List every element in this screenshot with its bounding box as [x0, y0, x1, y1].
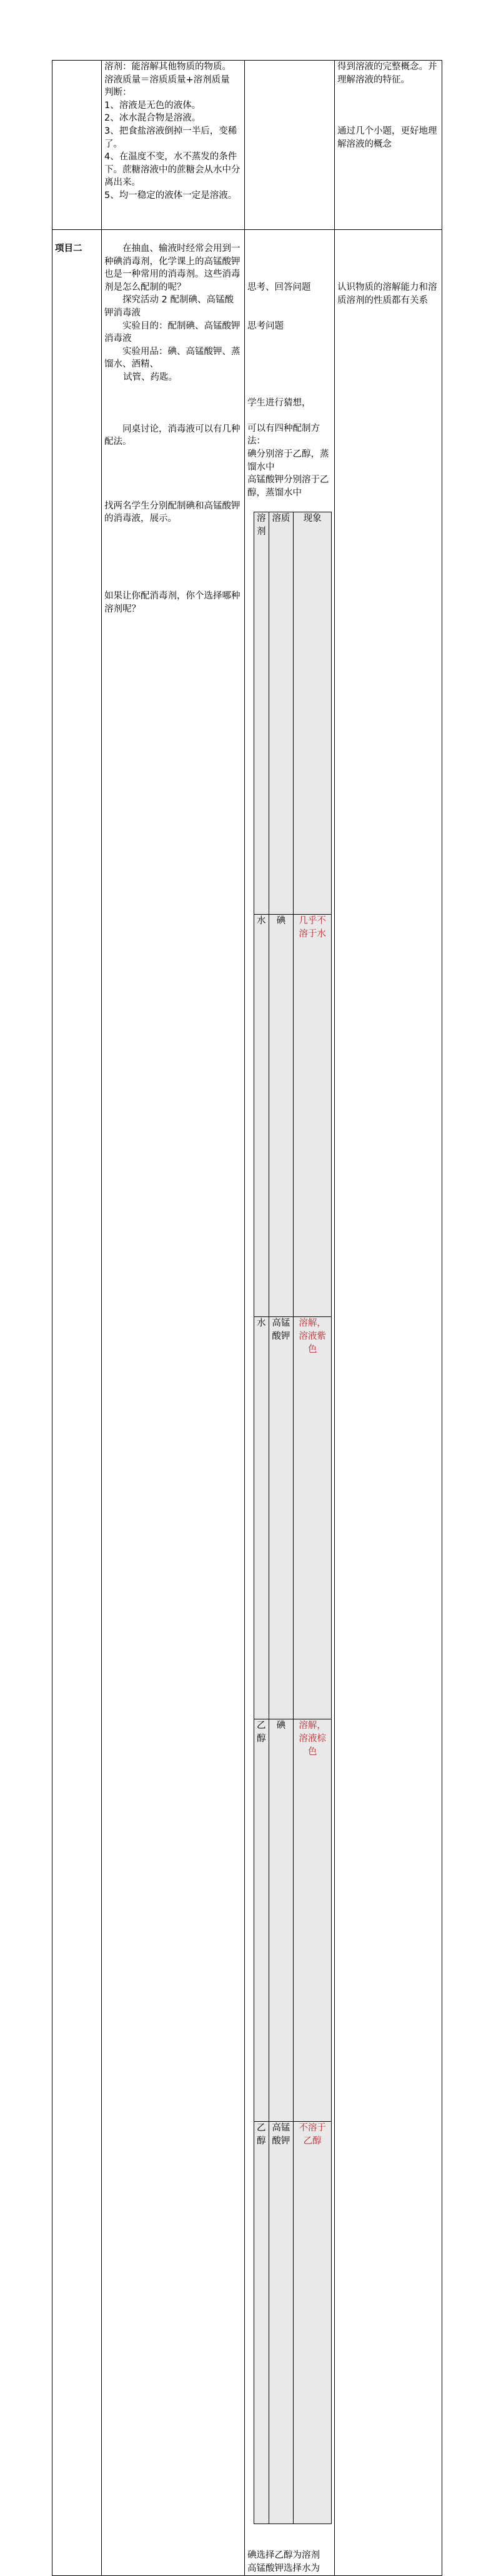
row2-purpose-cell — [335, 230, 442, 2576]
spacer — [104, 384, 242, 423]
text-line: 碘分别溶于乙醇，蒸馏水中 — [247, 449, 329, 472]
text-line: 可以有四种配制方法： — [247, 423, 320, 447]
text-line: 高锰酸钾分别溶于乙醇，蒸馏水中 — [247, 475, 329, 498]
text-line: 试管、药匙。 — [123, 372, 177, 382]
table-cell: 几乎不溶于水 — [294, 915, 332, 1317]
text-line: 如果让你配消毒剂，你个选择哪种溶剂呢？ — [104, 590, 241, 614]
row2-content-cell — [102, 230, 245, 2576]
spacer — [247, 230, 332, 281]
table-row — [254, 512, 332, 915]
spacer — [104, 230, 242, 242]
text-line: 4、在温度不变，水不蒸发的条件下。蔗糖溶液中的蔗糖会从水中分离出来。 — [104, 152, 241, 188]
table-row — [52, 230, 442, 2576]
spacer — [337, 86, 439, 125]
text-line: 3、把食盐溶液倒掉一半后，变稀了。 — [104, 126, 237, 149]
row1-label-cell — [52, 61, 102, 230]
text-line: 找两名学生分别配制碘和高锰酸钾的消毒液，展示。 — [104, 500, 241, 524]
table-cell: 溶解，溶液紫色 — [294, 1317, 332, 1719]
text-line: 通过几个小题，更好地理解溶液的概念 — [337, 126, 437, 149]
text-line: 学生进行猜想， — [247, 398, 311, 409]
text-line: 高锰酸钾选择水为 — [247, 2563, 320, 2574]
text-line: 溶液质量＝溶质质量+溶剂质量 — [104, 74, 230, 85]
section-label: 项目二 — [55, 244, 82, 254]
row2-student-cell — [245, 230, 335, 2576]
row1-content-cell — [102, 61, 245, 230]
spacer — [104, 449, 242, 500]
table-header: 溶质 — [269, 512, 294, 915]
row1-student-cell — [245, 61, 335, 230]
spacer — [247, 410, 332, 422]
lesson-plan-table — [52, 60, 442, 2576]
text-line: 实验用品：碘、高锰酸钾、蒸馏水、酒精、 — [104, 346, 241, 370]
table-cell: 高锰酸钾 — [269, 1317, 294, 1719]
spacer — [55, 230, 99, 242]
text-line: 思考、回答问题 — [247, 282, 311, 292]
table-cell: 碘 — [269, 1719, 294, 2122]
spacer — [247, 294, 332, 320]
text-line: 认识物质的溶解能力和溶质溶剂的性质都有关系 — [337, 282, 437, 306]
text-line: 5、均一稳定的液体一定是溶液。 — [104, 190, 237, 201]
text-line: 2、冰水混合物是溶液。 — [104, 113, 201, 124]
text-line: 溶剂：能溶解其他物质的物质。 — [104, 62, 231, 72]
table-row — [254, 915, 332, 1317]
spacer — [247, 332, 332, 397]
text-line: 探究活动 2 配制碘、高锰酸钾消毒液 — [104, 295, 234, 318]
table-header: 现象 — [294, 512, 332, 915]
text-line: 思考问题 — [247, 321, 284, 331]
table-cell: 碘 — [269, 915, 294, 1317]
text-line: 碘选择乙醇为溶剂 — [247, 2550, 320, 2561]
table-cell: 溶解，溶液棕色 — [294, 1719, 332, 2122]
text-line: 实验目的：配制碘、高锰酸钾消毒液 — [104, 321, 241, 344]
text-line: 1、溶液是无色的液体。 — [104, 100, 201, 111]
table-cell: 水 — [254, 915, 269, 1317]
table-cell: 不溶于乙醇 — [294, 2122, 332, 2524]
spacer — [247, 2524, 332, 2549]
solubility-image-table — [254, 512, 332, 2524]
text-line: 得到溶液的完整概念。并理解溶液的特征。 — [337, 62, 437, 85]
table-row — [254, 1719, 332, 2122]
text-line: 在抽血、输液时经常会用到一种碘消毒剂，化学课上的高锰酸钾也是一种常用的消毒剂。这些消毒剂是怎么配制的呢？ — [104, 244, 241, 292]
row1-purpose-cell — [335, 61, 442, 230]
row2-label-cell — [52, 230, 102, 2576]
table-cell: 乙醇 — [254, 1719, 269, 2122]
table-cell: 水 — [254, 1317, 269, 1719]
spacer — [247, 499, 332, 509]
spacer — [337, 230, 439, 281]
table-cell: 乙醇 — [254, 2122, 269, 2524]
text-line: 判断： — [104, 87, 132, 98]
table-row — [254, 2122, 332, 2524]
table-header: 溶剂 — [254, 512, 269, 915]
table-row — [254, 1317, 332, 1719]
table-cell: 高锰酸钾 — [269, 2122, 294, 2524]
text-line: 同桌讨论，消毒液可以有几种配法。 — [104, 424, 241, 447]
spacer — [104, 525, 242, 590]
table-row — [52, 61, 442, 230]
